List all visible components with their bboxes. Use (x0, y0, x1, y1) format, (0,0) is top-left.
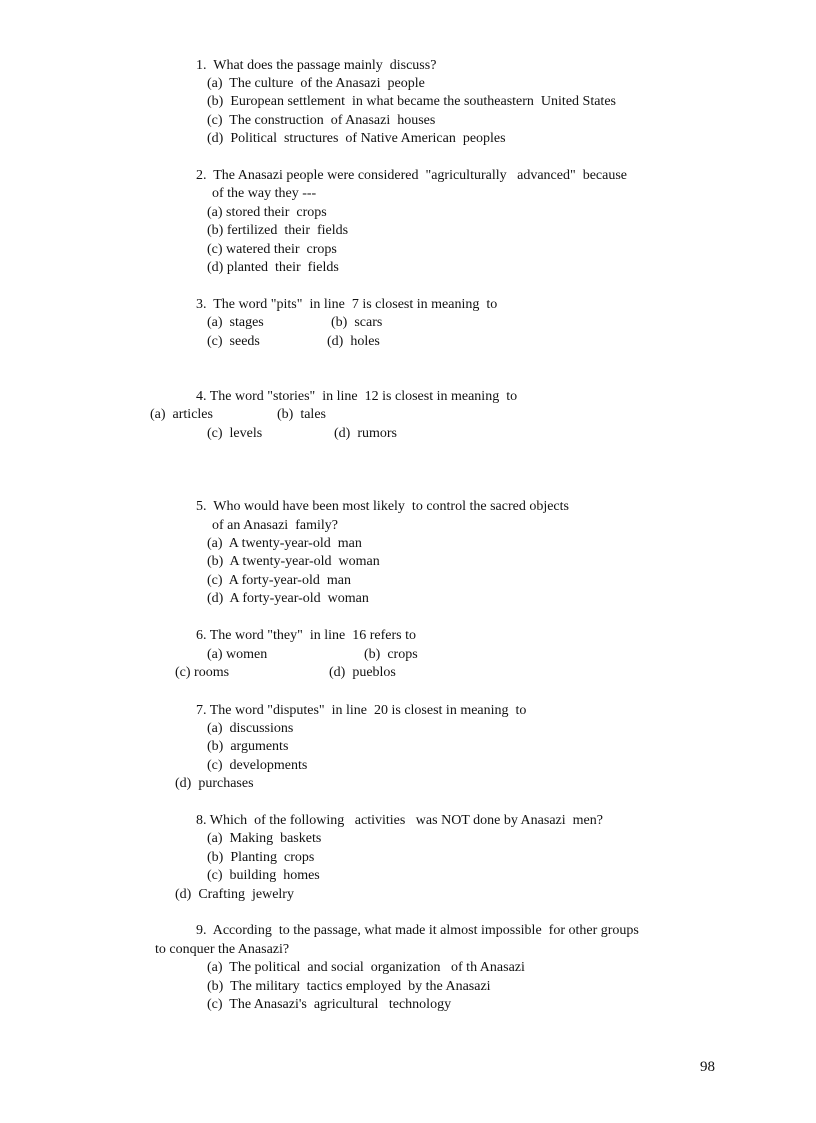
question-6-stem: 6. The word "they" in line 16 refers to (196, 628, 416, 643)
question-5-stem-cont: of an Anasazi family? (212, 518, 338, 533)
question-4-option-d: (d) rumors (334, 426, 397, 441)
question-9-stem-cont: to conquer the Anasazi? (155, 942, 290, 957)
question-1-option-c: (c) The construction of Anasazi houses (207, 113, 436, 128)
question-9-stem: 9. According to the passage, what made it almost impossible for other groups (196, 923, 639, 938)
page-number: 98 (700, 1059, 715, 1075)
question-8-option-a: (a) Making baskets (207, 831, 322, 846)
question-5-option-d: (d) A forty-year-old woman (207, 591, 369, 606)
question-3-option-a: (a) stages (207, 315, 264, 330)
question-2-option-c: (c) watered their crops (207, 242, 337, 257)
question-4-option-c: (c) levels (207, 426, 263, 441)
question-5-option-a: (a) A twenty-year-old man (207, 536, 362, 551)
question-6-option-a: (a) women (207, 647, 268, 662)
question-1-stem: 1. What does the passage mainly discuss? (196, 58, 437, 73)
question-2-stem-cont: of the way they --- (212, 186, 317, 201)
question-5-stem: 5. Who would have been most likely to control the sacred objects (196, 499, 569, 514)
question-8-option-b: (b) Planting crops (207, 850, 315, 865)
question-7-stem: 7. The word "disputes" in line 20 is closest in meaning to (196, 703, 527, 718)
question-8-option-c: (c) building homes (207, 868, 320, 883)
question-2-option-a: (a) stored their crops (207, 205, 327, 220)
question-9-option-b: (b) The military tactics employed by the Anasazi (207, 979, 491, 994)
question-3-option-c: (c) seeds (207, 334, 260, 349)
question-1-option-b: (b) European settlement in what became the southeastern United States (207, 94, 616, 109)
question-6-option-b: (b) crops (364, 647, 418, 662)
question-1-option-d: (d) Political structures of Native American peoples (207, 131, 506, 146)
question-7-option-b: (b) arguments (207, 739, 289, 754)
question-7-option-d: (d) purchases (175, 776, 254, 791)
question-7-option-a: (a) discussions (207, 721, 294, 736)
question-7-option-c: (c) developments (207, 758, 308, 773)
question-9-option-c: (c) The Anasazi's agricultural technology (207, 997, 452, 1012)
question-2-option-d: (d) planted their fields (207, 260, 339, 275)
question-3-stem: 3. The word "pits" in line 7 is closest in meaning to (196, 297, 498, 312)
question-8-option-d: (d) Crafting jewelry (175, 887, 294, 902)
question-5-option-b: (b) A twenty-year-old woman (207, 554, 380, 569)
question-5-option-c: (c) A forty-year-old man (207, 573, 351, 588)
question-2-stem: 2. The Anasazi people were considered "agriculturally advanced" because (196, 168, 627, 183)
question-4-option-a: (a) articles (150, 407, 213, 422)
question-9-option-a: (a) The political and social organization of th Anasazi (207, 960, 525, 975)
question-4-stem: 4. The word "stories" in line 12 is closest in meaning to (196, 389, 518, 404)
question-6-option-c: (c) rooms (175, 665, 230, 680)
question-4-option-b: (b) tales (277, 407, 326, 422)
question-1-option-a: (a) The culture of the Anasazi people (207, 76, 425, 91)
question-3-option-b: (b) scars (331, 315, 383, 330)
question-2-option-b: (b) fertilized their fields (207, 223, 349, 238)
question-8-stem: 8. Which of the following activities was NOT done by Anasazi men? (196, 813, 603, 828)
question-3-option-d: (d) holes (327, 334, 380, 349)
question-6-option-d: (d) pueblos (329, 665, 396, 680)
